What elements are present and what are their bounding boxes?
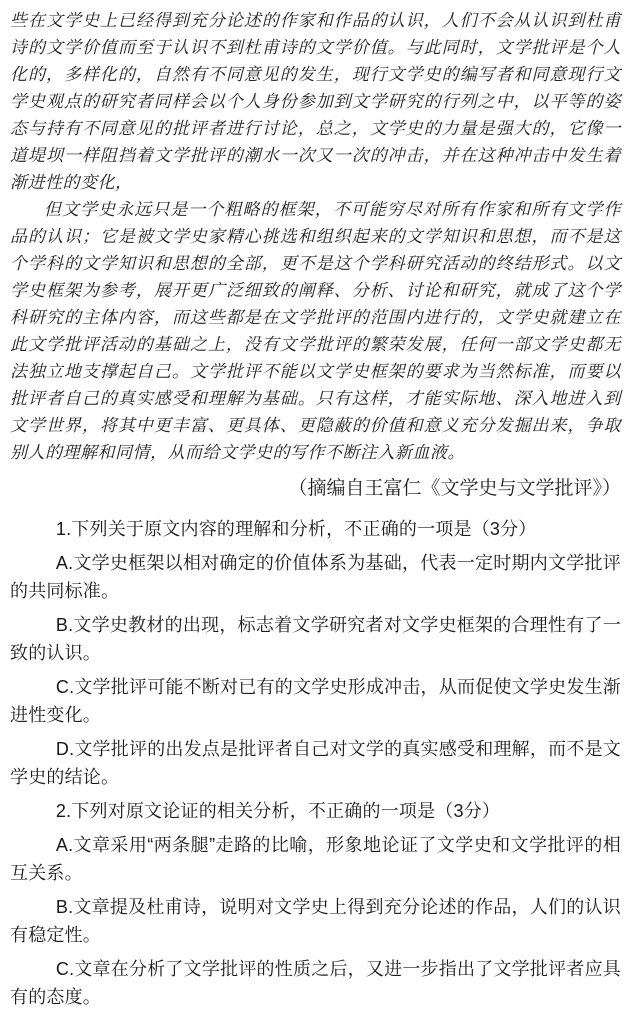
passage-paragraph-2: 但文学史永远只是一个粗略的框架，不可能穷尽对所有作家和所有文学作品的认识；它是被文学史家精心挑选和组织起来的文学知识和思想，而不是这个学科的文学知识和思想的全部，更不是这个学科研究活动的终结形式。以文学史框架为参考，展开更广泛细致的阐释、分析、讨论和研究，就成了这个学科研究的主体内容，而这些都是在文学批评的范围内进行的，文学史就建立在此文学批评活动的基础之上，没有文学批评的繁荣发展，任何一部文学史都无法独立地支撑起自己。文学批评不能以文学史框架的要求为当然标准，而要以批评者自己的真实感受和理解为基础。只有这样，才能实际地、深入地进入到文学世界，将其中更丰富、更具体、更隐蔽的价值和意义充分发掘出来，争取别人的理解和同情，从而给文学史的写作不断注入新血液。 — [10, 200, 621, 463]
reading-passage — [10, 8, 621, 501]
question-1-option-b: B.文学史教材的出现，标志着文学研究者对文学史框架的合理性有了一致的认识。 — [10, 615, 621, 663]
passage-paragraph-1: 些在文学史上已经得到充分论述的作家和作品的认识，人们不会从认识到杜甫诗的文学价值而至于认识不到杜甫诗的文学价值。与此同时，文学批评是个人化的，多样化的，自然有不同意见的发生，现行文学史的编写者和同意现行文学史观点的研究者同样会以个人身份参加到文学研究的行列之中，以平等的姿态与持有不同意见的批评者进行讨论，总之，文学史的力量是强大的，它像一道堤坝一样阻挡着文学批评的潮水一次又一次的冲击，并在这种冲击中发生着渐进性的变化， — [10, 11, 621, 193]
question-2-option-a: A.文章采用“两条腿”走路的比喻，形象地论证了文学史和文学批评的相互关系。 — [10, 835, 621, 883]
passage-attribution: （摘编自王富仁《文学史与文学批评》） — [288, 478, 621, 499]
question-1-option-a: A.文学史框架以相对确定的价值体系为基础，代表一定时期内文学批评的共同标准。 — [10, 553, 621, 601]
question-1-option-d: D.文学批评的出发点是批评者自己对文学的真实感受和理解，而不是文学史的结论。 — [10, 739, 621, 787]
question-2-stem: 2.下列对原文论证的相关分析，不正确的一项是（3分） — [55, 801, 501, 821]
question-2-option-b: B.文章提及杜甫诗，说明对文学史上得到充分论述的作品，人们的认识有稳定性。 — [10, 897, 621, 945]
questions-section — [10, 515, 621, 1011]
question-1-option-c: C.文学批评可能不断对已有的文学史形成冲击，从而促使文学史发生渐进性变化。 — [10, 677, 621, 725]
question-1-stem: 1.下列关于原文内容的理解和分析，不正确的一项是（3分） — [55, 519, 537, 539]
question-2-option-c: C.文章在分析了文学批评的性质之后，又进一步指出了文学批评者应具有的态度。 — [10, 959, 621, 1007]
